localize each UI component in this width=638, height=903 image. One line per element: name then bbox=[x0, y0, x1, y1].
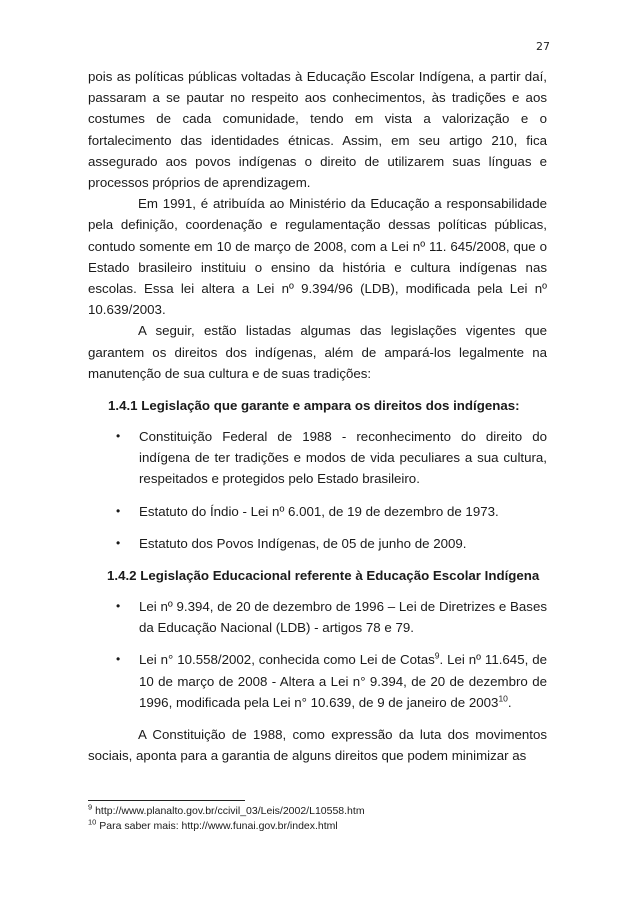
bullet-icon: • bbox=[116, 599, 121, 614]
footnote-mark: 10 bbox=[88, 817, 97, 827]
list-item-text-part: . Lei nº 11.645, de 10 de março de 2008 - Altera a Lei n° 9.394, de 20 de dezembro de 1996, modificada pela Lei n° 10.639, de 9 de janeiro de 2003 bbox=[139, 652, 547, 710]
list-item-text-part: Lei n° 10.558/2002, conhecida como Lei de Cotas bbox=[139, 652, 435, 668]
paragraph-2: Em 1991, é atribuída ao Ministério da Educação a responsabilidade pela definição, coordenação e regulamentação dessas políticas públicas, contudo somente em 10 de março de 2008, com a Lei nº 11. 645/2008, que o Estado brasileiro instituiu o ensino da história e cultura indígenas nas escolas. Essa lei altera a Lei nº 9.394/96 (LDB), modificada pela Lei nº 10.639/2003. bbox=[88, 196, 547, 318]
bullet-icon: • bbox=[116, 535, 121, 550]
list-item-text: Estatuto dos Povos Indígenas, de 05 de junho de 2009. bbox=[139, 535, 467, 551]
list-item bbox=[88, 501, 547, 522]
section-heading-1-4-1: 1.4.1 Legislação que garante e ampara os direitos dos indígenas: bbox=[108, 398, 520, 414]
section-heading-1-4-2: 1.4.2 Legislação Educacional referente à Educação Escolar Indígena bbox=[107, 568, 540, 584]
list-item-text: Estatuto do Índio - Lei nº 6.001, de 19 de dezembro de 1973. bbox=[139, 503, 499, 519]
legislation-list-2 bbox=[88, 596, 547, 713]
footnote-9 bbox=[88, 804, 365, 819]
footnotes bbox=[88, 804, 365, 834]
footnote-text[interactable]: Para saber mais: http://www.funai.gov.br/index.html bbox=[99, 820, 338, 832]
footnote-link[interactable]: http://www.planalto.gov.br/ccivil_03/Leis/2002/L10558.htm bbox=[95, 805, 365, 817]
list-item-text-part: . bbox=[507, 694, 512, 710]
list-item bbox=[88, 596, 547, 638]
bullet-icon: • bbox=[116, 652, 121, 667]
footnote-10 bbox=[88, 819, 365, 834]
document-body bbox=[88, 66, 547, 766]
footnote-mark: 9 bbox=[88, 802, 93, 812]
list-item-text: Constituição Federal de 1988 - reconhecimento do direito do indígena de ter tradições e modos de vida peculiares a sua cultura, respeitados e protegidos pelo Estado brasileiro. bbox=[139, 429, 547, 487]
paragraph-3: A seguir, estão listadas algumas das legislações vigentes que garantem os direitos dos indígenas, além de ampará-los legalmente na manutenção de sua cultura e de suas tradições: bbox=[88, 323, 547, 381]
list-item-text bbox=[139, 652, 547, 709]
list-item-text: Lei nº 9.394, de 20 de dezembro de 1996 – Lei de Diretrizes e Bases da Educação Nacional (LDB) - artigos 78 e 79. bbox=[139, 599, 547, 636]
list-item bbox=[88, 649, 547, 713]
list-item bbox=[88, 533, 547, 554]
bullet-icon: • bbox=[116, 503, 121, 518]
list-item bbox=[88, 426, 547, 490]
footnote-ref-9: 9 bbox=[434, 651, 440, 662]
paragraph-4: A Constituição de 1988, como expressão da luta dos movimentos sociais, aponta para a garantia de alguns direitos que podem minimizar as bbox=[88, 727, 547, 764]
legislation-list-1 bbox=[88, 426, 547, 554]
footnote-separator bbox=[88, 800, 245, 801]
page-number: 27 bbox=[536, 40, 550, 53]
bullet-icon: • bbox=[116, 429, 121, 444]
paragraph-1: pois as políticas públicas voltadas à Educação Escolar Indígena, a partir daí, passaram a se pautar no respeito aos conhecimentos, às tradições e aos costumes de cada comunidade, tendo em vista a valorização e o fortalecimento das identidades étnicas. Assim, em seu artigo 210, fica assegurado aos povos indígenas o direito de utilizarem suas línguas e processos próprios de aprendizagem. bbox=[88, 69, 547, 191]
footnote-ref-10: 10 bbox=[498, 693, 508, 704]
